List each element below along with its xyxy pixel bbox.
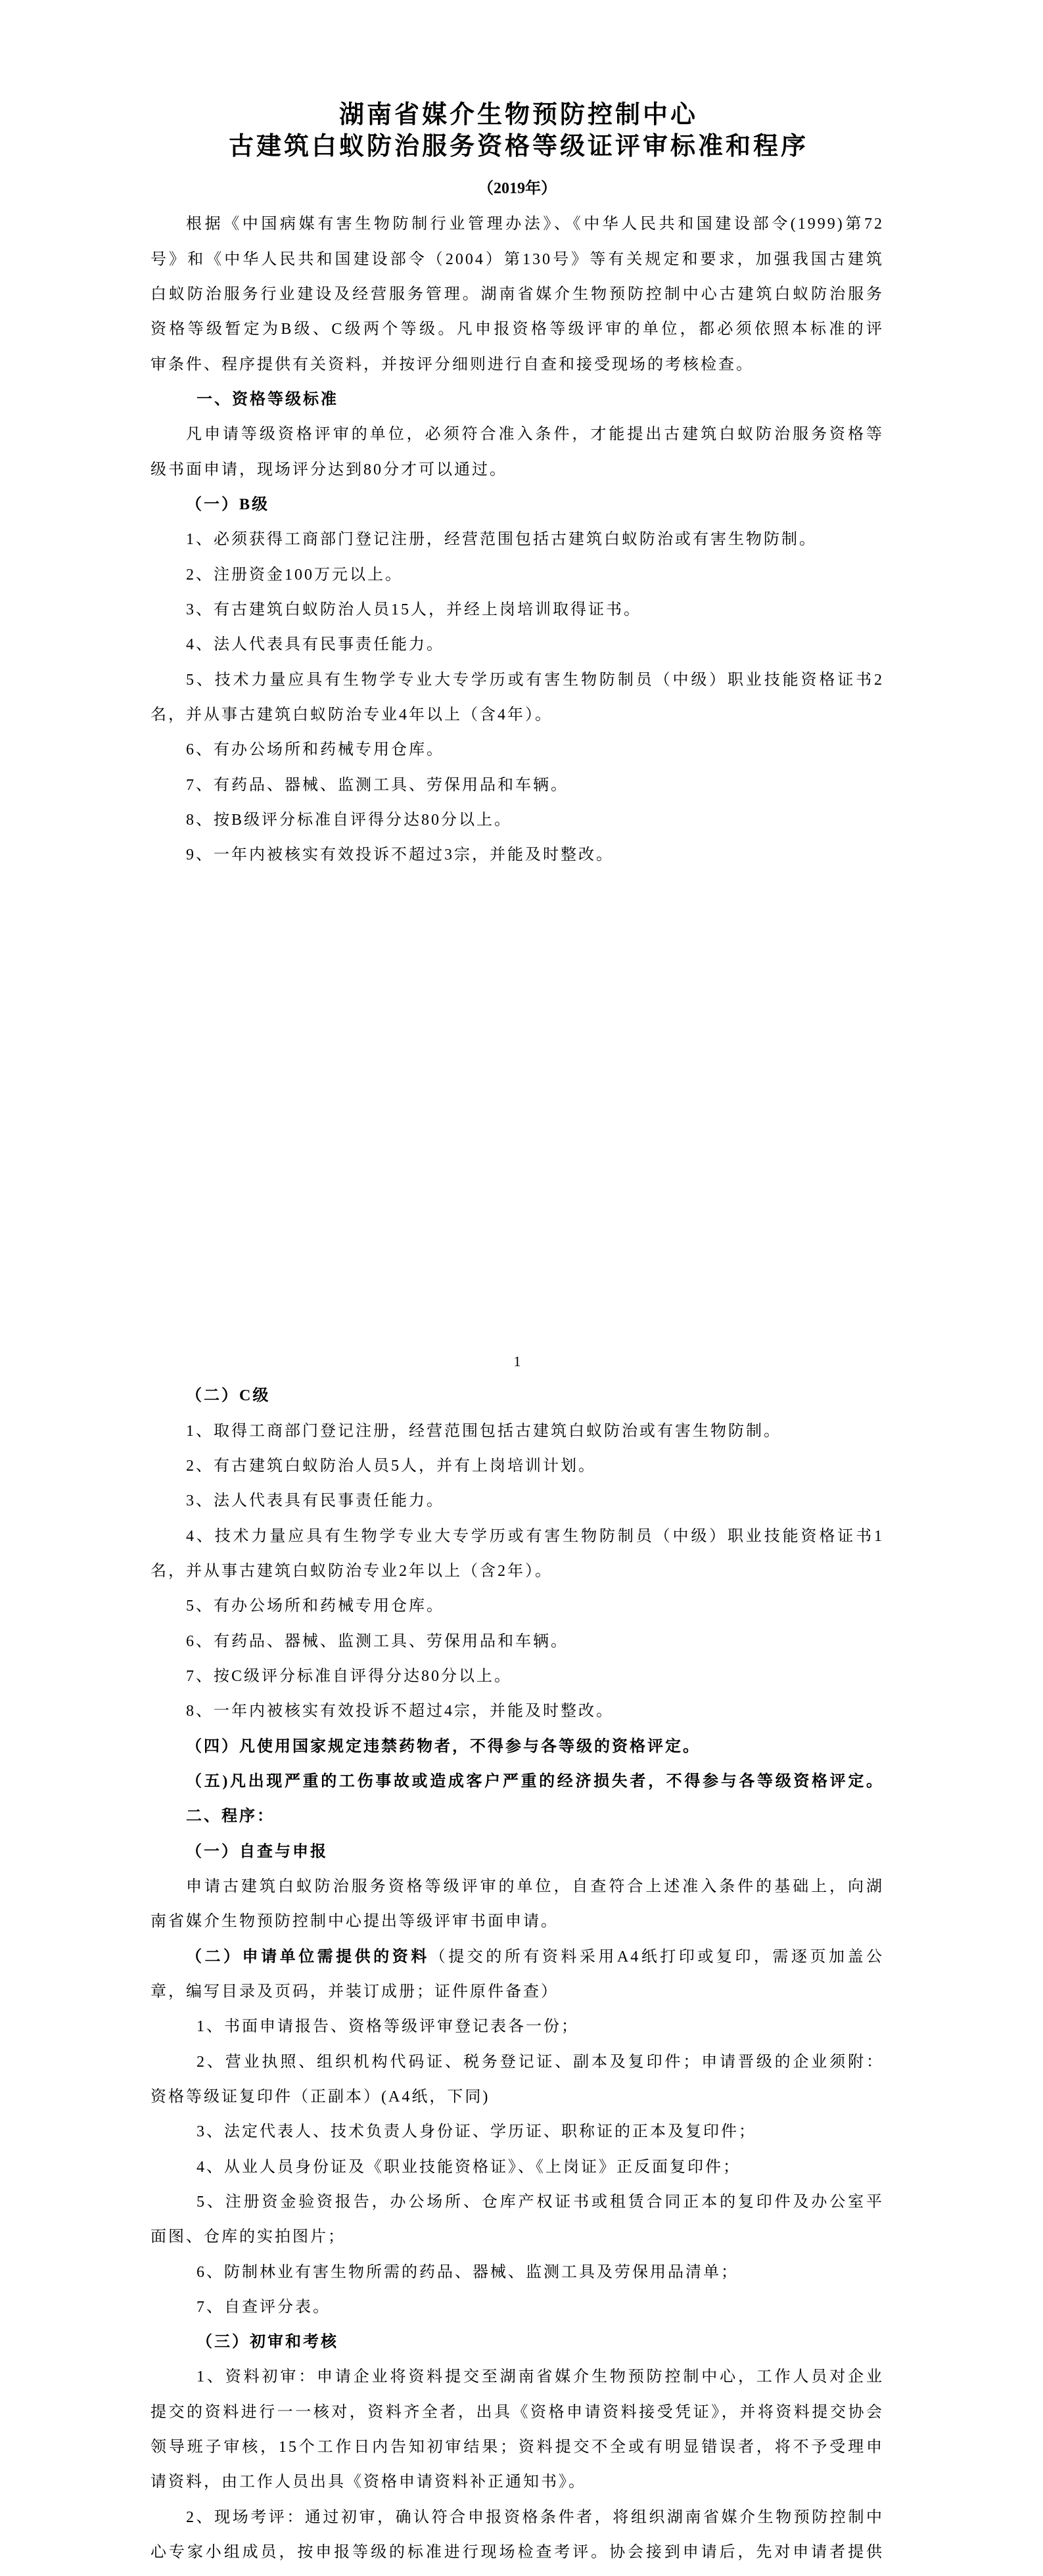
grade-c-item: 8、一年内被核实有效投诉不超过4宗，并能及时整改。 [186, 1703, 614, 1720]
document-year: （2019年） [478, 180, 557, 197]
grade-b-item: 8、按B级评分标准自评得分达80分以上。 [186, 811, 513, 829]
grade-b-item: 7、有药品、器械、监测工具、劳保用品和车辆。 [186, 776, 568, 794]
standards-intro-line: 级书面申请，现场评分达到80分才可以通过。 [151, 461, 507, 478]
grade-c-item: 5、有办公场所和药械专用仓库。 [186, 1598, 444, 1615]
grade-b-item: 5、技术力量应具有生物学专业大专学历或有害生物防制员（中级）职业技能资格证书2 [186, 671, 884, 689]
grade-c-item: 1、取得工商部门登记注册，经营范围包括古建筑白蚁防治或有害生物防制。 [186, 1422, 781, 1440]
intro-line: 资格等级暂定为B级、C级两个等级。凡申报资格等级评审的单位，都必须依照本标准的评 [151, 321, 884, 338]
intro-line: 审条件、程序提供有关资料，并按评分细则进行自查和接受现场的考核检查。 [151, 356, 754, 373]
review-item: 2、现场考评：通过初审，确认符合申报资格条件者，将组织湖南省媒介生物预防控制中 [186, 2508, 884, 2526]
grade-b-item: 1、必须获得工商部门登记注册，经营范围包括古建筑白蚁防治或有害生物防制。 [186, 531, 817, 549]
materials-item: 5、注册资金验资报告，办公场所、仓库产权证书或租赁合同正本的复印件及办公室平 [197, 2193, 884, 2211]
grade-b-item-continuation: 名，并从事古建筑白蚁防治专业4年以上（含4年）。 [151, 706, 553, 724]
grade-c-item: 3、法人代表具有民事责任能力。 [186, 1492, 444, 1510]
rule-five: （五)凡出现严重的工伤事故或造成客户严重的经济损失者，不得参与各等级资格评定。 [186, 1772, 884, 1790]
self-check-line: 申请古建筑白蚁防治服务资格等级评审的单位，自查符合上述准入条件的基础上，向湖 [186, 1877, 884, 1895]
grade-c-item-continuation: 名，并从事古建筑白蚁防治专业2年以上（含2年）。 [151, 1562, 553, 1580]
page-number: 1 [513, 1353, 521, 1369]
grade-c-item: 4、技术力量应具有生物学专业大专学历或有害生物防制员（中级）职业技能资格证书1 [186, 1527, 884, 1545]
review-item-continuation: 提交的资料进行一一核对，资料齐全者，出具《资格申请资料接受凭证》，并将资料提交协会 [151, 2403, 884, 2421]
rule-four: （四）凡使用国家规定违禁药物者，不得参与各等级的资格评定。 [186, 1737, 701, 1755]
review-item-continuation: 请资料，由工作人员出具《资格申请资料补正通知书》。 [151, 2473, 586, 2491]
subheading-review: （三）初审和考核 [197, 2334, 338, 2351]
grade-b-item: 4、法人代表具有民事责任能力。 [186, 636, 444, 654]
subheading-materials: （二）申请单位需提供的资料 [186, 1948, 430, 1966]
materials-note: （提交的所有资料采用A4纸打印或复印，需逐页加盖公 [429, 1948, 884, 1966]
document-title-line-2: 古建筑白蚁防治服务资格等级证评审标准和程序 [228, 131, 808, 160]
intro-line: 白蚁防治服务行业建设及经营服务管理。湖南省媒介生物预防控制中心古建筑白蚁防治服务 [151, 285, 884, 303]
grade-c-item: 6、有药品、器械、监测工具、劳保用品和车辆。 [186, 1632, 568, 1650]
grade-b-item: 6、有办公场所和药械专用仓库。 [186, 741, 444, 759]
intro-line: 根据《中国病媒有害生物防制行业管理办法》、《中华人民共和国建设部令(1999)第72 [186, 216, 884, 233]
materials-heading-line [151, 1940, 884, 1975]
materials-note-continuation: 章，编写目录及页码，并装订成册；证件原件备查） [151, 1983, 559, 2000]
grade-b-item: 2、注册资金100万元以上。 [186, 566, 403, 584]
materials-item: 1、书面申请报告、资格等级评审登记表各一份； [197, 2018, 579, 2036]
materials-item: 3、法定代表人、技术负责人身份证、学历证、职称证的正本及复印件； [197, 2123, 756, 2141]
page-1-body [151, 207, 884, 873]
self-check-line: 南省媒介生物预防控制中心提出等级评审书面申请。 [151, 1913, 559, 1931]
materials-item-continuation: 面图、仓库的实拍图片； [151, 2228, 346, 2246]
section-heading-procedure: 二、程序： [186, 1808, 275, 1826]
standards-intro-line: 凡申请等级资格评审的单位，必须符合准入条件，才能提出古建筑白蚁防治服务资格等 [186, 426, 884, 444]
intro-line: 号》和《中华人民共和国建设部令（2004）第130号》等有关规定和要求，加强我国古建筑 [151, 250, 884, 268]
review-item-continuation: 领导班子审核，15个工作日内告知初审结果；资料提交不全或有明显错误者，将不予受理申 [151, 2439, 884, 2456]
materials-item: 6、防制林业有害生物所需的药品、器械、监测工具及劳保用品清单； [197, 2263, 739, 2281]
grade-c-item: 2、有古建筑白蚁防治人员5人，并有上岗培训计划。 [186, 1457, 596, 1475]
grade-b-item: 3、有古建筑白蚁防治人员15人，并经上岗培训取得证书。 [186, 601, 641, 618]
grade-c-item: 7、按C级评分标准自评得分达80分以上。 [186, 1667, 513, 1685]
materials-item: 2、营业执照、组织机构代码证、税务登记证、副本及复印件；申请晋级的企业须附： [197, 2053, 884, 2071]
subheading-grade-c: （二）C级 [186, 1387, 271, 1405]
review-item-continuation: 心专家小组成员，按申报等级的标准进行现场检查考评。协会接到申请后，先对申请者提供 [151, 2544, 884, 2562]
section-heading-standards: 一、资格等级标准 [197, 390, 338, 408]
document-title-line-1: 湖南省媒介生物预防控制中心 [338, 100, 698, 129]
subheading-self-check: （一）自查与申报 [186, 1843, 328, 1860]
materials-item: 4、从业人员身份证及《职业技能资格证》、《上岗证》正反面复印件； [197, 2158, 741, 2176]
materials-item-continuation: 资格等级证复印件（正副本）(A4纸，下同) [151, 2088, 490, 2105]
review-item: 1、资料初审：申请企业将资料提交至湖南省媒介生物预防控制中心，工作人员对企业 [197, 2368, 884, 2386]
grade-b-item: 9、一年内被核实有效投诉不超过3宗，并能及时整改。 [186, 846, 614, 864]
page-2-body [151, 1379, 884, 2570]
subheading-grade-b: （一）B级 [186, 495, 270, 513]
materials-item: 7、自查评分表。 [197, 2298, 331, 2316]
